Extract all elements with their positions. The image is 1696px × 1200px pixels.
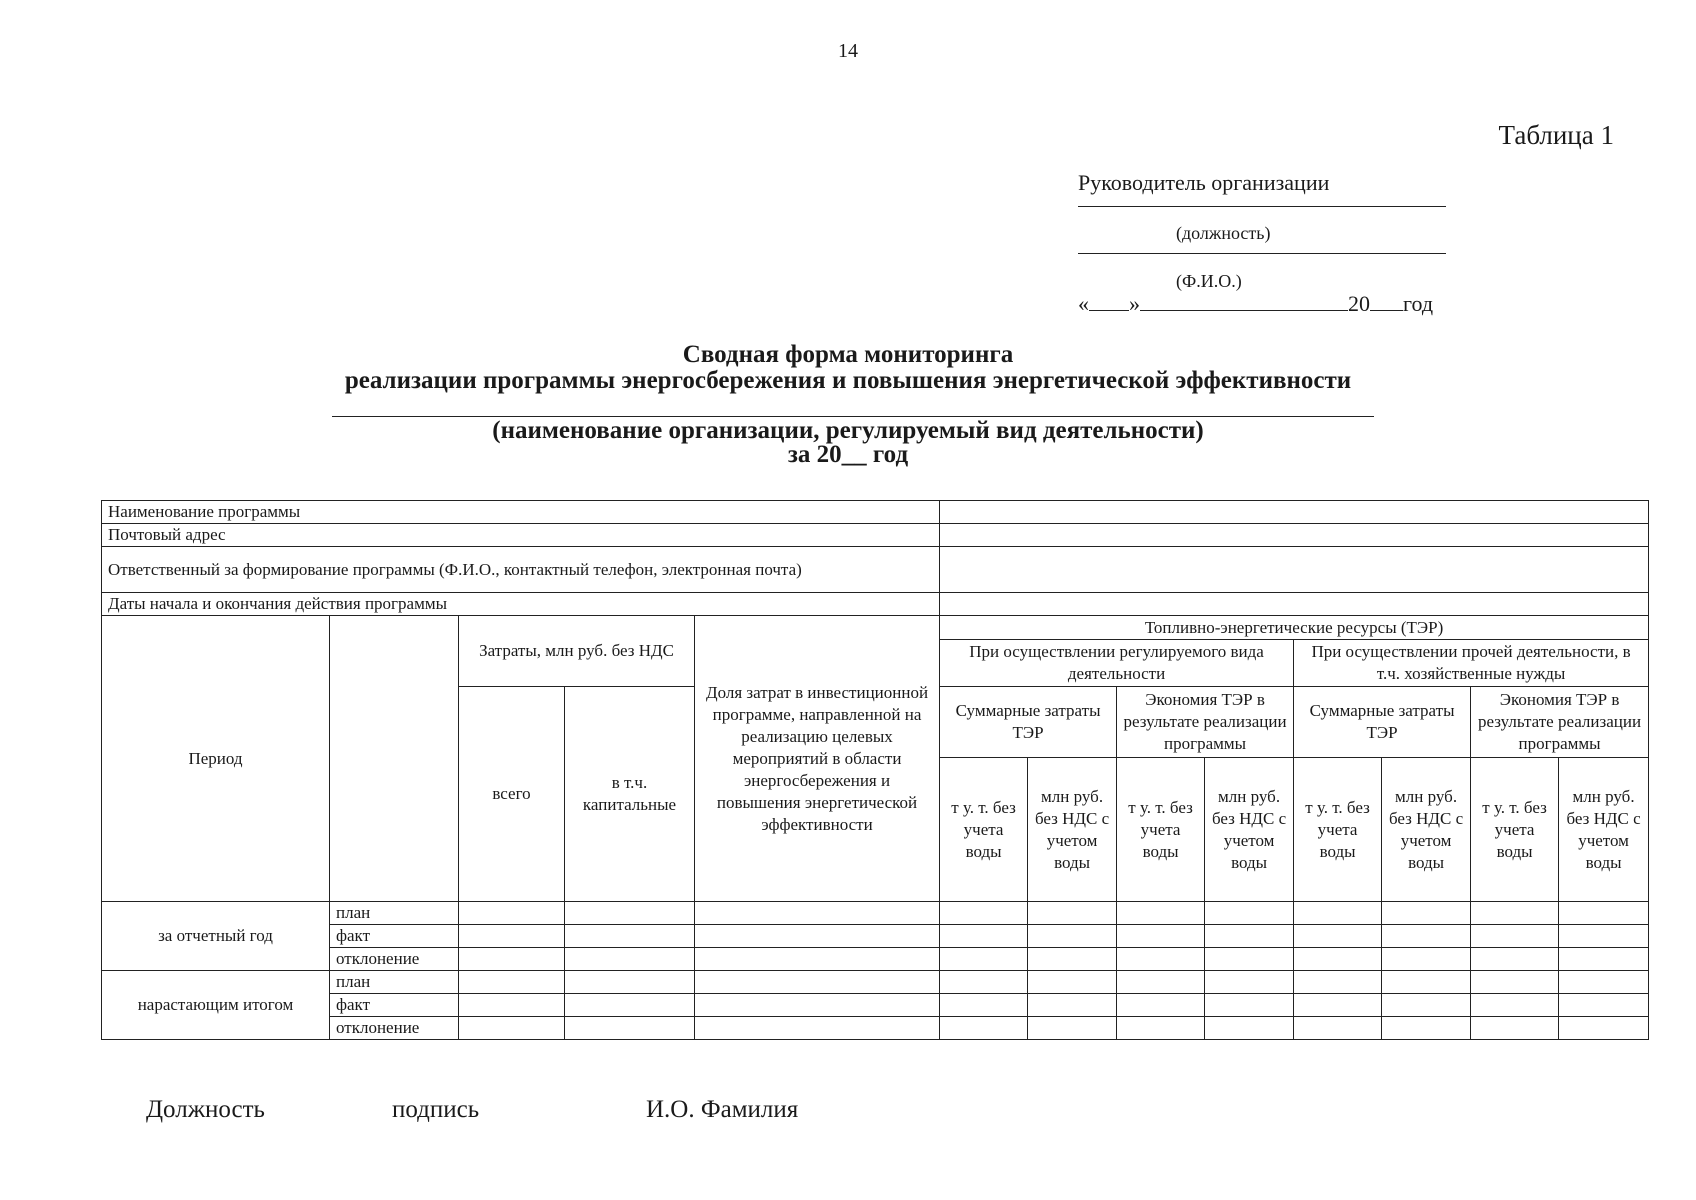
header-row-1 [102,616,1649,640]
table-row [102,971,1649,994]
data-cell[interactable] [1382,925,1471,948]
data-cell[interactable] [1382,994,1471,1017]
data-cell[interactable] [1559,971,1649,994]
unit-header-rub: млн руб. без НДС с учетом воды [1382,758,1471,902]
data-cell[interactable] [695,948,940,971]
data-cell[interactable] [1205,925,1294,948]
data-cell[interactable] [565,994,695,1017]
period-label: нарастающим итогом [102,971,330,1040]
date-close-quote: » [1129,291,1140,316]
table-row [102,994,1649,1017]
date-line [1078,291,1433,317]
period-header: Период [102,616,330,902]
data-cell[interactable] [1205,1017,1294,1040]
form-title-line1: Сводная форма мониторинга [682,341,1014,368]
data-cell[interactable] [1294,902,1382,925]
regulated-economy-header: Экономия ТЭР в результате реализации программы [1117,687,1294,758]
data-cell[interactable] [459,1017,565,1040]
data-cell[interactable] [1028,994,1117,1017]
data-cell[interactable] [695,1017,940,1040]
data-cell[interactable] [1117,925,1205,948]
row-type-label: отклонение [330,1017,459,1040]
name-line [1078,253,1446,254]
year-suffix: год [1403,291,1434,316]
other-economy-header: Экономия ТЭР в результате реализации программы [1471,687,1649,758]
unit-header-rub: млн руб. без НДС с учетом воды [1205,758,1294,902]
data-cell[interactable] [1471,902,1559,925]
info-value-cell[interactable] [940,593,1649,616]
data-cell[interactable] [1117,994,1205,1017]
data-cell[interactable] [1117,948,1205,971]
data-cell[interactable] [1117,971,1205,994]
data-cell[interactable] [940,925,1028,948]
data-cell[interactable] [1205,994,1294,1017]
data-cell[interactable] [1117,1017,1205,1040]
data-cell[interactable] [1382,948,1471,971]
name-caption: (Ф.И.О.) [1176,271,1242,291]
data-cell[interactable] [1294,994,1382,1017]
other-activity-header: При осуществлении прочей деятельности, в т.ч. хозяйственные нужды [1294,640,1649,687]
table-row [102,925,1649,948]
data-cell[interactable] [1471,948,1559,971]
data-cell[interactable] [940,902,1028,925]
share-header: Доля затрат в инвестиционной программе, направленной на реализацию целевых мероприятий в области энергосбережения и повышения энергетической эффективности [695,616,940,902]
data-cell[interactable] [1559,925,1649,948]
unit-header-rub: млн руб. без НДС с учетом воды [1028,758,1117,902]
data-cell[interactable] [1028,902,1117,925]
data-cell[interactable] [459,971,565,994]
unit-header-tut: т у. т. без учета воды [940,758,1028,902]
month-blank [1140,292,1348,311]
data-cell[interactable] [1294,925,1382,948]
info-label: Наименование программы [102,501,940,524]
data-cell[interactable] [459,925,565,948]
row-type-label: факт [330,925,459,948]
data-cell[interactable] [459,902,565,925]
info-label: Ответственный за формирование программы (Ф.И.О., контактный телефон, электронная почта) [102,547,940,593]
regulated-activity-header: При осуществлении регулируемого вида деятельности [940,640,1294,687]
row-type-label: факт [330,994,459,1017]
data-cell[interactable] [1205,971,1294,994]
position-line [1078,206,1446,207]
data-cell[interactable] [1028,948,1117,971]
organization-caption: (наименование организации, регулируемый вид деятельности) [492,417,1204,444]
page-number: 14 [838,40,858,62]
data-body [102,902,1649,1040]
data-cell[interactable] [1028,925,1117,948]
footer-name: И.О. Фамилия [646,1096,799,1123]
day-blank [1089,292,1129,311]
data-cell[interactable] [1559,994,1649,1017]
unit-header-rub: млн руб. без НДС с учетом воды [1559,758,1649,902]
monitoring-table [101,500,1649,1040]
data-cell[interactable] [940,971,1028,994]
data-cell[interactable] [565,902,695,925]
year-blank [1370,292,1403,311]
data-cell[interactable] [1559,948,1649,971]
data-cell[interactable] [1382,971,1471,994]
data-cell[interactable] [1028,971,1117,994]
data-cell[interactable] [459,948,565,971]
data-cell[interactable] [695,971,940,994]
other-total-costs-header: Суммарные затраты ТЭР [1294,687,1471,758]
data-cell[interactable] [695,925,940,948]
table-row [102,1017,1649,1040]
data-cell[interactable] [1382,902,1471,925]
costs-header: Затраты, млн руб. без НДС [459,616,695,687]
costs-capital-header: в т.ч. капитальные [565,687,695,902]
data-cell[interactable] [565,971,695,994]
data-cell[interactable] [1294,948,1382,971]
data-cell[interactable] [565,948,695,971]
data-cell[interactable] [695,994,940,1017]
data-cell[interactable] [1471,1017,1559,1040]
info-row-program-dates [102,593,1649,616]
info-row-program-name [102,501,1649,524]
year-prefix: 20 [1348,291,1370,316]
unit-header-tut: т у. т. без учета воды [1471,758,1559,902]
data-cell[interactable] [1471,994,1559,1017]
data-cell[interactable] [1382,1017,1471,1040]
data-cell[interactable] [695,902,940,925]
data-cell[interactable] [565,925,695,948]
data-cell[interactable] [940,994,1028,1017]
data-cell[interactable] [1294,971,1382,994]
data-cell[interactable] [1559,1017,1649,1040]
unit-header-tut: т у. т. без учета воды [1294,758,1382,902]
info-value-cell[interactable] [940,524,1649,547]
row-type-label: план [330,902,459,925]
footer-signature: подпись [392,1096,480,1123]
row-type-header [330,616,459,902]
position-caption: (должность) [1176,223,1271,243]
table-row [102,902,1649,925]
ter-header: Топливно-энергетические ресурсы (ТЭР) [940,616,1649,640]
period-label: за отчетный год [102,902,330,971]
data-cell[interactable] [565,1017,695,1040]
data-cell[interactable] [1471,971,1559,994]
info-row-postal-address [102,524,1649,547]
table-label: Таблица 1 [1498,120,1614,150]
info-label: Даты начала и окончания действия программы [102,593,940,616]
head-of-org-label: Руководитель организации [1078,170,1330,195]
info-label: Почтовый адрес [102,524,940,547]
info-value-cell[interactable] [940,547,1649,593]
data-cell[interactable] [1294,1017,1382,1040]
form-title-line2: реализации программы энергосбережения и повышения энергетической эффективности [344,367,1352,394]
info-value-cell[interactable] [940,501,1649,524]
row-type-label: план [330,971,459,994]
data-cell[interactable] [1205,902,1294,925]
data-cell[interactable] [1028,1017,1117,1040]
data-cell[interactable] [1559,902,1649,925]
date-open-quote: « [1078,291,1089,316]
footer-position: Должность [146,1096,265,1123]
data-cell[interactable] [459,994,565,1017]
data-cell[interactable] [1471,925,1559,948]
form-year-line: за 20__ год [787,441,909,468]
data-cell[interactable] [1205,948,1294,971]
costs-total-header: всего [459,687,565,902]
row-type-label: отклонение [330,948,459,971]
unit-header-tut: т у. т. без учета воды [1117,758,1205,902]
data-cell[interactable] [940,1017,1028,1040]
regulated-total-costs-header: Суммарные затраты ТЭР [940,687,1117,758]
data-cell[interactable] [1117,902,1205,925]
table-row [102,948,1649,971]
info-row-responsible [102,547,1649,593]
data-cell[interactable] [940,948,1028,971]
